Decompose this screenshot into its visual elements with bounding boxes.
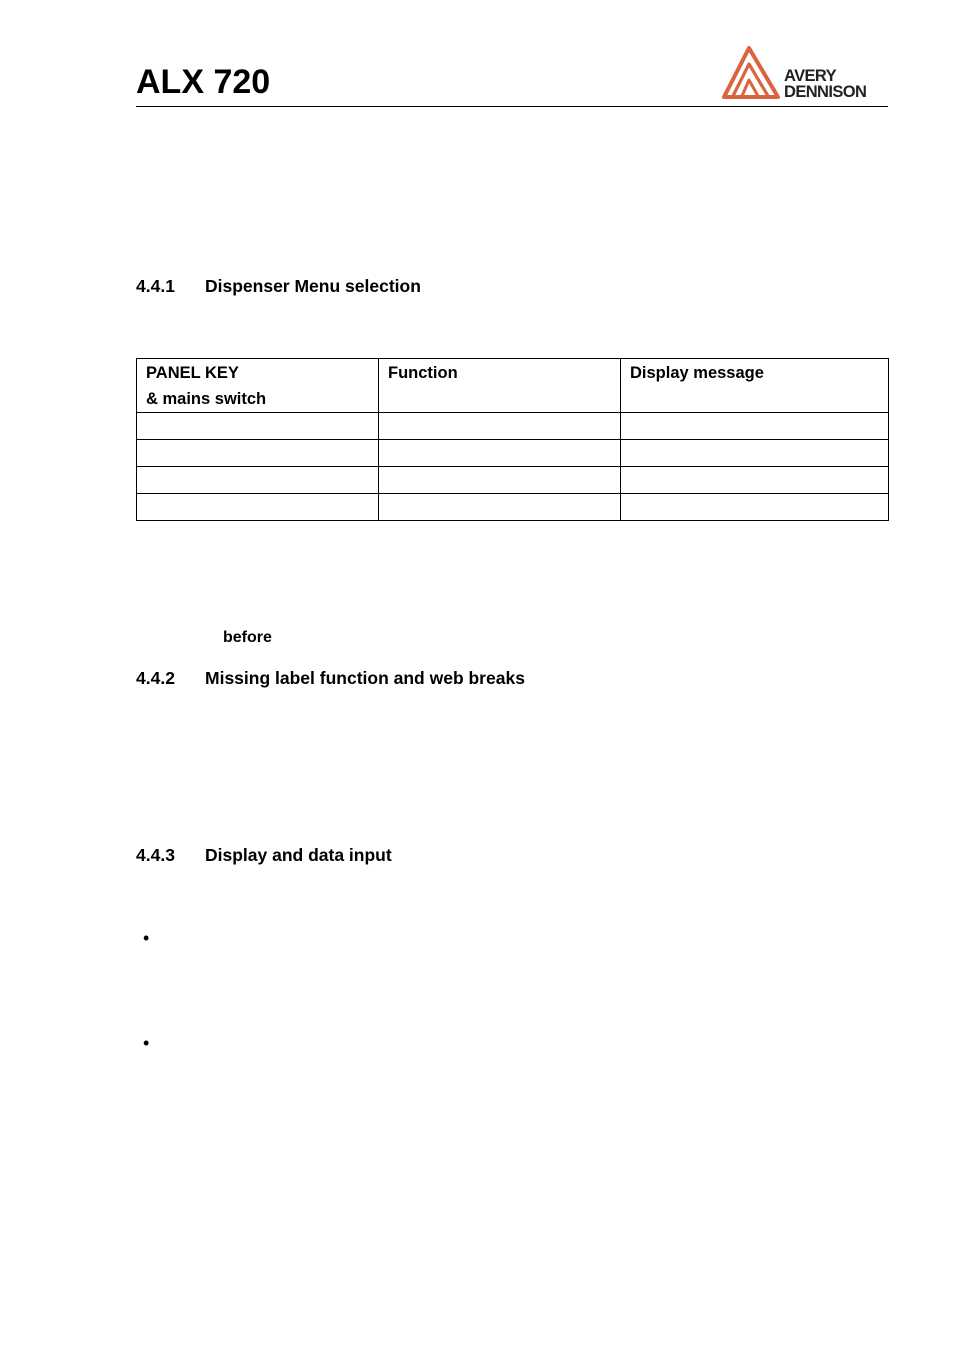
table-header-row xyxy=(137,359,889,413)
emphasis-before: before xyxy=(223,629,272,646)
section-title: Missing label function and web breaks xyxy=(205,668,525,688)
header-panel-key-line1: PANEL KEY xyxy=(146,364,239,382)
table-cell xyxy=(137,494,379,521)
bullet-point: • xyxy=(143,928,150,948)
section-number: 4.4.3 xyxy=(136,845,175,865)
section-number: 4.4.1 xyxy=(136,276,175,296)
table-cell xyxy=(379,440,621,467)
table-cell xyxy=(137,440,379,467)
table-cell xyxy=(379,467,621,494)
avery-dennison-logo-icon xyxy=(720,44,782,102)
header-panel-key xyxy=(137,359,379,413)
header-display-message: Display message xyxy=(621,359,889,413)
section-number: 4.4.2 xyxy=(136,668,175,688)
table-cell xyxy=(621,494,889,521)
section-title: Dispenser Menu selection xyxy=(205,276,421,296)
header-function: Function xyxy=(379,359,621,413)
logo-wordmark xyxy=(784,68,866,100)
section-heading-4-4-2 xyxy=(136,667,525,689)
table-cell xyxy=(621,440,889,467)
document-title: ALX 720 xyxy=(136,63,271,101)
table-cell xyxy=(137,413,379,440)
bullet-point: • xyxy=(143,1033,150,1053)
section-title: Display and data input xyxy=(205,845,392,865)
section-heading-4-4-1 xyxy=(136,275,421,297)
table-cell xyxy=(379,413,621,440)
table-cell xyxy=(137,467,379,494)
logo-line-avery: AVERY xyxy=(784,67,837,85)
header-panel-key-line2: & mains switch xyxy=(146,390,267,408)
section-heading-4-4-3 xyxy=(136,844,392,866)
table-cell xyxy=(621,413,889,440)
table-cell xyxy=(379,494,621,521)
table-row xyxy=(137,440,889,467)
table-cell xyxy=(621,467,889,494)
panel-key-table xyxy=(136,358,889,521)
table-row xyxy=(137,413,889,440)
avery-dennison-logo xyxy=(720,44,890,102)
table-row xyxy=(137,467,889,494)
table-row xyxy=(137,494,889,521)
logo-line-dennison: DENNISON xyxy=(784,83,867,101)
header-divider xyxy=(136,106,888,107)
